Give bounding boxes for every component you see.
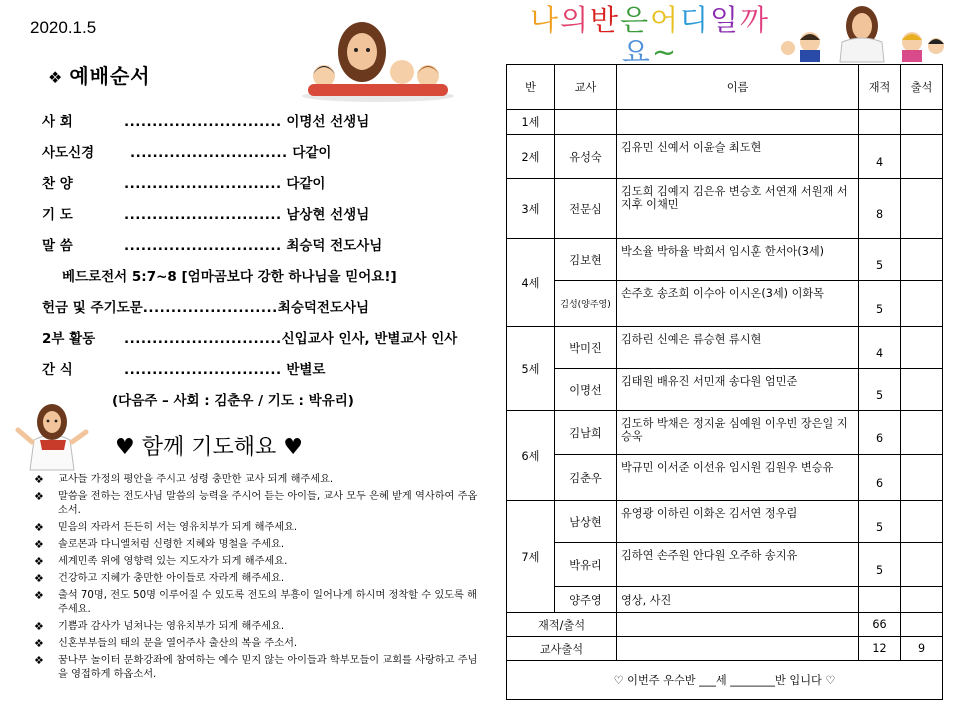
enrolled-cell: 4 [859,135,901,179]
teacher-cell: 김보현 [555,239,617,281]
prayer-item: ❖ 말씀을 전하는 전도사님 말씀의 능력을 주시어 듣는 아이들, 교사 모두 은혜 받게 역사하여 주옵소서. [34,490,478,516]
order-label: 기 도 [42,207,73,223]
class-title-char: 요 [621,35,650,69]
table-row [507,110,943,135]
class-title [510,4,790,68]
diamond-bullet-icon: ❖ [34,637,44,650]
teacher-cell: 전문심 [555,179,617,239]
next-week-note: (다음주 – 사회 : 김춘우 / 기도 : 박유리) [112,393,354,409]
teacher-cell: 박미진 [555,327,617,369]
order-item [42,234,482,265]
class-cell: 2세 [507,135,555,179]
diamond-bullet-icon: ❖ [34,654,44,667]
total-row [507,613,943,637]
order-label: 찬 양 [42,176,73,192]
order-item [42,296,482,327]
names-cell [617,110,859,135]
order-value: 이명선 선생님 [286,114,370,130]
enrolled-cell [859,110,901,135]
names-cell: 김하린 신예은 류승현 류시현 [617,327,859,369]
order-dots: ............................ [124,362,282,378]
names-cell: 박규민 이서준 이선유 임시원 김원우 변승유 [617,455,859,501]
prayer-item: ❖ 건강하고 지혜가 충만한 아이들로 자라게 해주세요. [34,572,285,585]
class-title-char: 일 [710,3,739,37]
attend-cell [901,135,943,179]
order-label: 말 씀 [42,238,73,254]
attend-cell [901,281,943,327]
order-dots: ............................ [124,238,282,254]
table-row [507,239,943,281]
total-label: 재적/출석 [507,613,617,637]
attend-cell [901,411,943,455]
order-value: 반별로 [286,362,326,378]
table-row [507,543,943,587]
date-label: 2020.1.5 [30,18,97,37]
prayer-item: ❖ 솔로몬과 다니엘처럼 신령한 지혜와 명철을 주세요. [34,538,285,551]
prayer-item: ❖ 세계민족 위에 영향력 있는 지도자가 되게 해주세요. [34,555,288,568]
names-cell: 손주호 송조희 이수아 이시온(3세) 이화목 [617,281,859,327]
enrolled-cell: 5 [859,543,901,587]
prayer-item: ❖ 꿈나무 놀이터 문화강좌에 참여하는 예수 믿지 않는 아이들과 학부모들이 교회를 사랑하고 주님을 영접하게 하옵소서. [34,654,478,680]
diamond-bullet-icon: ❖ [34,555,44,568]
teacher-cell [555,110,617,135]
prayer-list [34,473,480,685]
jesus-with-children-illustration [298,14,458,102]
class-title-char: 어 [650,3,679,37]
class-cell: 4세 [507,239,555,327]
prayer-item: ❖ 출석 70명, 전도 50명 이루어질 수 있도록 전도의 부흥이 일어나게 하시며 정착할 수 있도록 해주세요. [34,589,477,615]
names-cell: 김유민 신예서 이윤슬 최도현 [617,135,859,179]
order-item [42,327,482,358]
enrolled-cell: 5 [859,239,901,281]
teacher-attend-row [507,637,943,661]
enrolled-cell: 4 [859,327,901,369]
diamond-bullet-icon: ❖ [34,473,44,486]
class-cell: 3세 [507,179,555,239]
best-class-footer: ♡ 이번주 우수반 ___세 ________반 입니다 ♡ [507,661,943,700]
order-value: 남상현 선생님 [286,207,370,223]
diamond-bullet-icon: ❖ [34,589,44,602]
order-value: 다같이 [292,145,332,161]
order-label: 사 회 [42,114,73,130]
order-value: 최승덕 전도사님 [286,238,383,254]
names-cell: 김도희 김예지 김은유 변승호 서연재 서원재 서지후 이채민 [617,179,859,239]
header-attend: 출석 [901,65,943,110]
order-item [42,141,482,172]
attend-cell [901,455,943,501]
order-item [42,172,482,203]
teacher-cell: 김남희 [555,411,617,455]
diamond-bullet-icon: ❖ [34,490,44,503]
attend-cell [901,179,943,239]
names-cell: 김태원 배유진 서민재 송다원 엄민준 [617,369,859,411]
teacher-cell: 양주영 [555,587,617,613]
order-value: 최승덕전도사님 [277,300,370,316]
table-row [507,455,943,501]
table-row [507,327,943,369]
order-dots: ............................ [124,114,282,130]
enrolled-cell: 5 [859,369,901,411]
table-row [507,501,943,543]
total-attend [901,613,943,637]
order-dots: ........................ [142,300,278,316]
order-dots: ............................ [124,176,282,192]
class-title-char: 디 [680,3,709,37]
enrolled-cell: 6 [859,411,901,455]
attend-cell [901,369,943,411]
names-cell: 유영광 이하린 이화온 김서연 정우림 [617,501,859,543]
enrolled-cell: 6 [859,455,901,501]
total-empty [617,613,859,637]
order-value: 다같이 [286,176,326,192]
scripture-reference: 베드로전서 5:7~8 [엄마곰보다 강한 하나님을 믿어요!] [62,269,397,285]
diamond-bullet-icon: ❖ [34,538,44,551]
class-cell: 6세 [507,411,555,501]
header-enrolled: 재적 [859,65,901,110]
class-title-char: 은 [619,3,648,37]
diamond-bullet-icon: ❖ [34,620,44,633]
order-label: 헌금 및 주기도문 [42,300,143,316]
attend-cell [901,501,943,543]
header-teacher: 교사 [555,65,617,110]
order-dots: ............................ [130,145,288,161]
attend-cell [901,110,943,135]
class-cell: 1세 [507,110,555,135]
order-dots: ............................ [124,207,282,223]
names-cell: 박소율 박하율 박희서 임시훈 한서아(3세) [617,239,859,281]
worship-order-title: ❖ 예배순서 [48,64,151,88]
order-item-next-week [42,389,482,420]
attend-cell [901,543,943,587]
attend-cell [901,239,943,281]
diamond-bullet-icon: ❖ [34,521,44,534]
class-title-char: 까 [740,3,769,37]
teacher-attend: 9 [901,637,943,661]
teacher-cell: 박유리 [555,543,617,587]
table-row [507,281,943,327]
names-cell: 김하연 손주원 안다원 오주하 송지유 [617,543,859,587]
order-label: 2부 활동 [42,331,96,347]
names-cell: 영상, 사진 [617,587,859,613]
class-title-char: ~ [651,35,677,69]
table-row [507,179,943,239]
diamond-bullet-icon: ❖ [48,68,64,87]
table-row [507,135,943,179]
class-table [506,64,943,700]
prayer-title: ♥ 함께 기도해요 ♥ [115,435,303,460]
order-item-scripture [42,265,482,296]
class-title-char: 의 [559,3,588,37]
enrolled-cell: 5 [859,501,901,543]
prayer-item: ❖ 믿음의 자라서 든든히 서는 영유치부가 되게 해주세요. [34,521,298,534]
teacher-cell: 남상현 [555,501,617,543]
order-item [42,110,482,141]
table-header-row [507,65,943,110]
header-names: 이름 [617,65,859,110]
attend-cell [901,327,943,369]
teacher-cell: 유성숙 [555,135,617,179]
class-cell: 7세 [507,501,555,613]
teacher-attend-label: 교사출석 [507,637,617,661]
names-cell: 김도하 박채은 정지윤 심예원 이우빈 장은일 지승욱 [617,411,859,455]
jesus-with-kids-illustration [780,2,950,64]
order-item [42,203,482,234]
table-row [507,369,943,411]
attend-cell [901,587,943,613]
total-enrolled: 66 [859,613,901,637]
class-cell: 5세 [507,327,555,411]
order-dots: ............................ [124,331,282,347]
class-title-char: 반 [589,3,618,37]
teacher-cell: 김성(양주영) [555,281,617,327]
enrolled-cell [859,587,901,613]
teacher-cell: 김춘우 [555,455,617,501]
teacher-attend-empty [617,637,859,661]
enrolled-cell: 5 [859,281,901,327]
teacher-enrolled: 12 [859,637,901,661]
table-row [507,587,943,613]
footer-row [507,661,943,700]
order-label: 사도신경 [42,145,95,161]
worship-order-list [42,110,482,420]
prayer-item: ❖ 교사들 가정의 평안을 주시고 성령 충만한 교사 되게 해주세요. [34,473,334,486]
order-value: 신입교사 인사, 반별교사 인사 [281,331,458,347]
running-jesus-illustration [14,400,90,474]
table-row [507,411,943,455]
prayer-item: ❖ 기쁨과 감사가 넘쳐나는 영유치부가 되게 해주세요. [34,620,285,633]
header-class: 반 [507,65,555,110]
order-label: 간 식 [42,362,73,378]
prayer-item: ❖ 신혼부부들의 태의 문을 열어주사 출산의 복을 주소서. [34,637,298,650]
enrolled-cell: 8 [859,179,901,239]
class-title-char: 나 [529,3,558,37]
diamond-bullet-icon: ❖ [34,572,44,585]
teacher-cell: 이명선 [555,369,617,411]
order-item [42,358,482,389]
